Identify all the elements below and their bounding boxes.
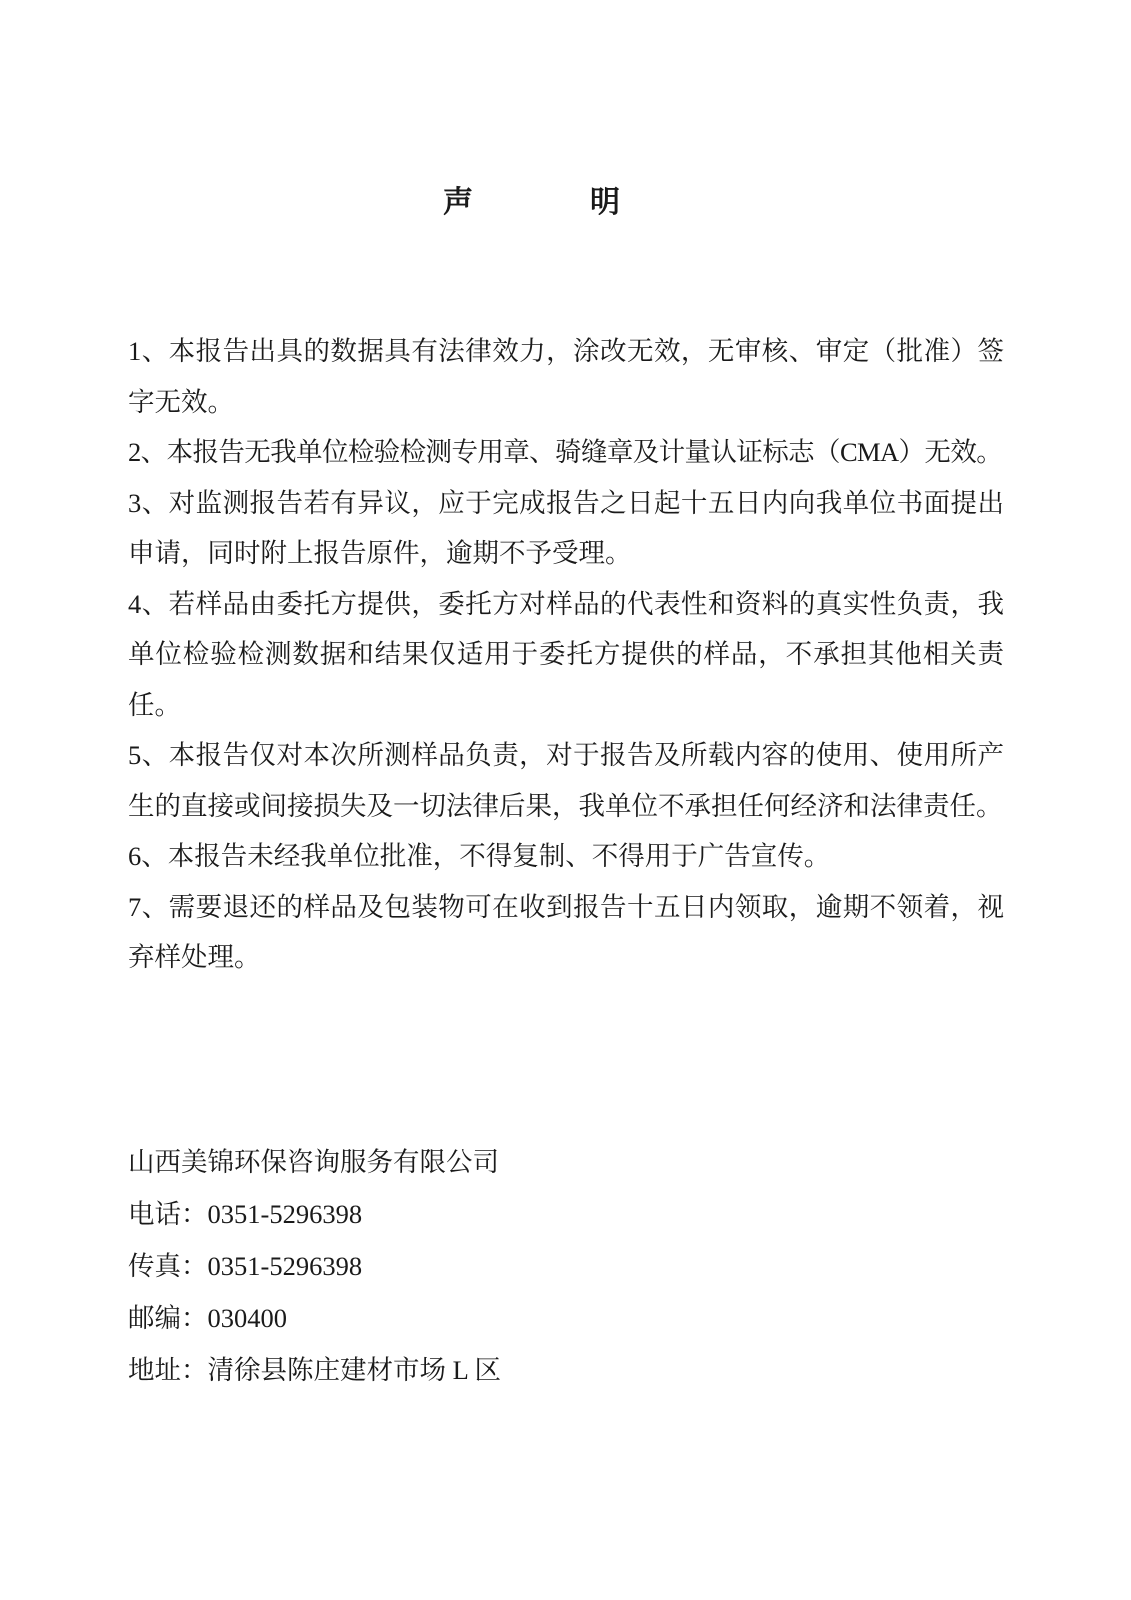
statement-item-3: 3、对监测报告若有异议，应于完成报告之日起十五日内向我单位书面提出申请，同时附上报告原件，逾期不予受理。 [128, 487, 1004, 568]
page-title-char-right: 明 [590, 186, 620, 219]
statement-item-1: 1、本报告出具的数据具有法律效力，涂改无效，无审核、审定（批准）签字无效。 [128, 336, 1004, 417]
page-title [443, 185, 1004, 221]
contact-block [128, 1136, 1004, 1396]
statement-item-7: 7、需要退还的样品及包装物可在收到报告十五日内领取，逾期不领着，视弃样处理。 [128, 891, 1004, 972]
statement-item-6: 6、本报告未经我单位批准，不得复制、不得用于广告宣传。 [128, 841, 831, 871]
statement-item-2: 2、本报告无我单位检验检测专用章、骑缝章及计量认证标志（CMA）无效。 [128, 437, 1003, 467]
statement-item-5: 5、本报告仅对本次所测样品负责，对于报告及所载内容的使用、使用所产生的直接或间接损失及一切法律后果，我单位不承担任何经济和法律责任。 [128, 740, 1004, 821]
fax-line: 传真：0351-5296398 [128, 1250, 363, 1281]
phone-line: 电话：0351-5296398 [128, 1198, 363, 1229]
statement-item-4: 4、若样品由委托方提供，委托方对样品的代表性和资料的真实性负责，我单位检验检测数据和结果仅适用于委托方提供的样品，不承担其他相关责任。 [128, 588, 1004, 720]
company-name: 山西美锦环保咨询服务有限公司 [128, 1146, 499, 1177]
page-title-char-left: 声 [443, 186, 473, 219]
address-line: 地址：清徐县陈庄建材市场 L 区 [128, 1354, 501, 1385]
statement-list [128, 326, 1004, 983]
postcode-line: 邮编：030400 [128, 1302, 287, 1333]
